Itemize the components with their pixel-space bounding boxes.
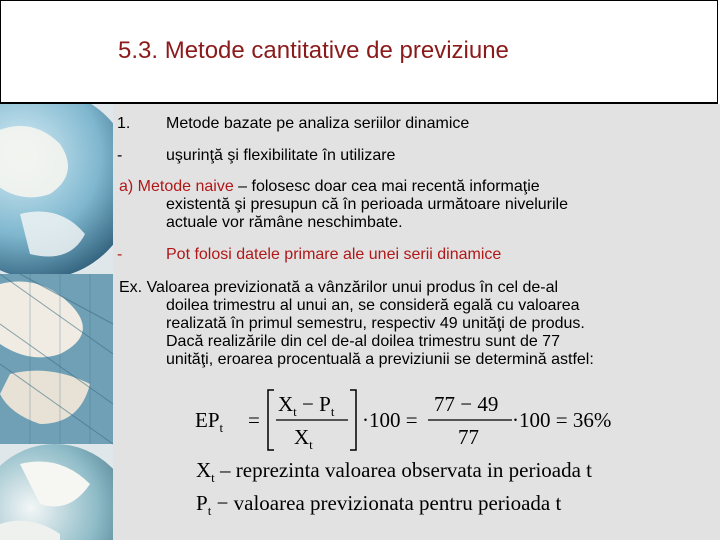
example-line: unităţi, eroarea procentuală a previziunii se determină astfel: — [166, 351, 594, 368]
formula-denominator-2: 77 — [458, 425, 479, 449]
item2-bullet: - — [117, 147, 123, 164]
title-box — [0, 0, 718, 104]
item3-text: Pot folosi datele primare ale unei serii dinamice — [166, 246, 502, 263]
formula-denominator-1: $X_t$ — [294, 425, 313, 453]
formula-equals: = — [248, 408, 260, 432]
naive-dash: – folosesc doar cea mai recentă informaţie — [233, 178, 540, 195]
naive-line3: actuale vor rămâne neschimbate. — [166, 214, 403, 231]
example-line: doilea trimestru al unui an, se consideră egală cu valoarea — [166, 297, 580, 314]
error-formula — [190, 388, 650, 452]
naive-line2: existentă şi presupun că în perioada următoare nivelurile — [166, 196, 569, 213]
example-line: Dacă realizările din cel de-al doilea trimestru sunt de 77 — [166, 333, 560, 350]
naive-heading — [119, 179, 540, 195]
item2-text: uşurinţă şi flexibilitate în utilizare — [166, 147, 396, 164]
formula-numerator-1: $X_t - P_t$ — [278, 392, 335, 420]
slide-title: 5.3. Metode cantitative de previziune — [118, 37, 509, 64]
formula-lhs: $EP_t$ — [195, 408, 224, 436]
definition-pt: $P_t$ − valoarea previzionata pentru perioada t — [196, 491, 562, 519]
formula-numerator-2: 77 − 49 — [434, 392, 499, 416]
item1-text: Metode bazate pe analiza seriilor dinamice — [166, 115, 470, 132]
item1-number: 1. — [117, 115, 131, 132]
definition-xt: $X_t$ – reprezinta valoarea observata in perioada t — [196, 458, 593, 486]
item3-bullet: - — [117, 246, 123, 263]
formula-times-100: ·100 = — [362, 408, 418, 432]
formula-result: ·100 = 36% — [512, 408, 612, 432]
example-line: Ex. Valoarea previzionată a vânzărilor unui produs în cel de-al — [119, 279, 559, 296]
globe-image — [0, 104, 113, 540]
example-line: realizată în primul semestru, respectiv 49 unităţi de produs. — [166, 315, 585, 332]
naive-prefix: a) Metode naive — [119, 178, 234, 195]
